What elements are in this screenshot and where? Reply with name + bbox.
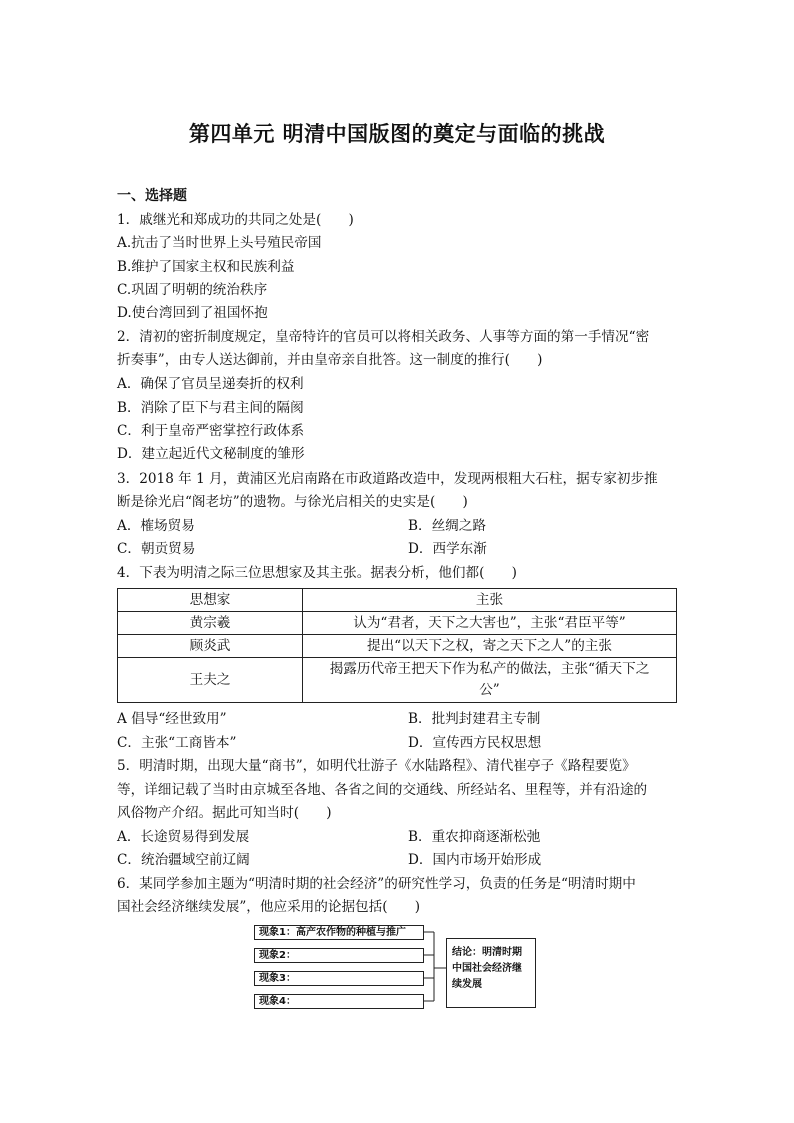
q3-option-d: D．西学东渐 [408,541,487,557]
q4-option-b: B．批判封建君主专制 [408,711,541,727]
q3-option-c: C．朝贡贸易 [117,541,196,557]
thinkers-table [117,588,677,703]
q6-stem-line1: 6．某同学参加主题为“明清时期的社会经济”的研究性学习，负责的任务是“明清时期中 [117,876,636,892]
table-row [118,635,677,658]
table-cell-line: 公” [479,682,500,698]
q1-option-a: A.抗击了当时世界上头号殖民帝国 [117,235,322,251]
table-header: 思想家 [118,589,303,612]
q1-stem: 1．戚继光和郑成功的共同之处是( ) [117,212,354,228]
table-header: 主张 [303,589,677,612]
table-header-row [118,589,677,612]
conclusion-box: 结论：明清时期中国社会经济继续发展 [446,938,536,1008]
q6-stem-line2: 国社会经济继续发展”，他应采用的论据包括( ) [117,899,421,915]
q5-option-b: B．重农抑商逐渐松弛 [408,829,541,845]
q1-option-b: B.维护了国家主权和民族利益 [117,259,295,275]
table-cell [303,658,677,703]
q3-option-a: A．榷场贸易 [117,518,195,534]
table-cell: 认为“君者，天下之大害也”，主张“君臣平等” [303,612,677,635]
q4-stem: 4．下表为明清之际三位思想家及其主张。据表分析，他们都( ) [117,565,517,581]
q2-option-b: B．消除了臣下与君主间的隔阂 [117,400,304,416]
phenomenon-box-3: 现象3： [254,971,424,986]
page-title: 第四单元 明清中国版图的奠定与面临的挑战 [188,122,606,146]
q4-option-a: A 倡导“经世致用” [117,711,227,727]
phenomenon-box-2: 现象2： [254,948,424,963]
q3-stem-line2: 断是徐光启“阁老坊”的遗物。与徐光启相关的史实是( ) [117,494,468,510]
section-heading: 一、选择题 [117,188,187,204]
q2-stem-line1: 2．清初的密折制度规定，皇帝特许的官员可以将相关政务、人事等方面的第一手情况“密 [117,329,650,345]
q5-option-a: A．长途贸易得到发展 [117,829,250,845]
q5-stem-line1: 5．明清时期，出现大量“商书”，如明代壮游子《水陆路程》、清代崔亭子《路程要览》 [117,758,636,774]
q5-option-d: D．国内市场开始形成 [408,852,542,868]
table-cell-line: 揭露历代帝王把天下作为私产的做法，主张“循天下之 [329,661,650,677]
q2-stem-line2: 折奏事”，由专人送达御前，并由皇帝亲自批答。这一制度的推行( ) [117,352,543,368]
q3-option-b: B．丝绸之路 [408,518,486,534]
q5-option-c: C．统治疆域空前辽阔 [117,852,250,868]
q2-option-d: D．建立起近代文秘制度的雏形 [117,446,305,462]
q1-option-d: D.使台湾回到了祖国怀抱 [117,305,268,321]
q2-option-c: C．利于皇帝严密掌控行政体系 [117,423,305,439]
q5-stem-line3: 风俗物产介绍。据此可知当时( ) [117,805,332,821]
phenomena-diagram [254,922,544,1014]
table-row [118,658,677,703]
table-cell: 王夫之 [118,658,303,703]
table-row [118,612,677,635]
phenomenon-box-4: 现象4： [254,994,424,1009]
q4-option-d: D．宣传西方民权思想 [408,735,542,751]
q4-option-c: C．主张“工商皆本” [117,735,237,751]
q1-option-c: C.巩固了明朝的统治秩序 [117,282,268,298]
q2-option-a: A．确保了官员呈递奏折的权利 [117,376,304,392]
table-cell: 提出“以天下之权，寄之天下之人”的主张 [303,635,677,658]
q5-stem-line2: 等，详细记载了当时由京城至各地、各省之间的交通线、所经站名、里程等，并有沿途的 [117,782,648,798]
table-cell: 顾炎武 [118,635,303,658]
table-cell: 黄宗羲 [118,612,303,635]
phenomenon-box-1: 现象1：高产农作物的种植与推广 [254,925,424,940]
q3-stem-line1: 3．2018 年 1 月，黄浦区光启南路在市政道路改造中，发现两根粗大石柱，据专家初步推 [117,471,658,487]
